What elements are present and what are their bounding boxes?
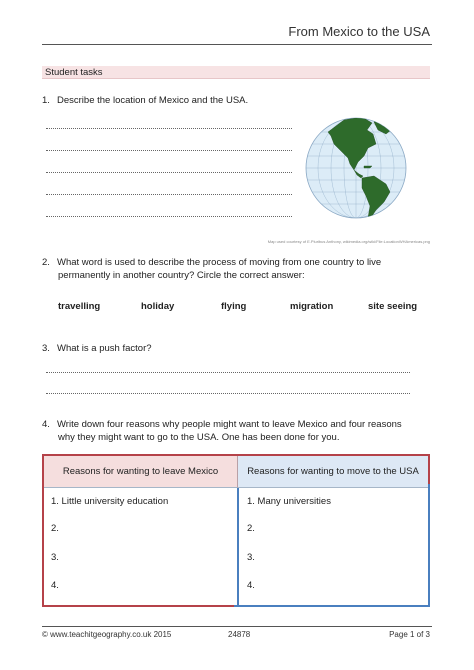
usa-column-border <box>234 484 430 607</box>
question-4-line1: Write down four reasons why people might want to leave Mexico and four reasons <box>57 419 402 430</box>
header-divider <box>42 44 432 45</box>
answer-line[interactable] <box>46 216 292 217</box>
question-1-text: Describe the location of Mexico and the USA. <box>57 95 249 106</box>
leave-reason-1[interactable]: 1. Little university education <box>51 496 169 507</box>
answer-line[interactable] <box>46 372 410 373</box>
answer-line[interactable] <box>46 172 292 173</box>
move-reason-3[interactable]: 3. <box>247 552 255 563</box>
answer-line[interactable] <box>46 128 292 129</box>
leave-mexico-header: Reasons for wanting to leave Mexico <box>44 456 238 488</box>
question-2-line2: permanently in another country? Circle the correct answer: <box>58 270 305 281</box>
question-1 <box>42 94 248 108</box>
document-title: From Mexico to the USA <box>288 24 430 39</box>
option-flying[interactable]: flying <box>221 301 247 312</box>
section-title: Student tasks <box>42 66 430 79</box>
answer-line[interactable] <box>46 150 292 151</box>
footer-copyright: © www.teachitgeography.co.uk 2015 <box>42 630 172 639</box>
question-2 <box>42 256 381 270</box>
option-travelling[interactable]: travelling <box>58 301 101 312</box>
question-3 <box>42 342 152 356</box>
footer-resource-id: 24878 <box>228 630 251 639</box>
question-4-line2: why they might want to go to the USA. One has been done for you. <box>58 432 340 443</box>
question-3-text: What is a push factor? <box>57 343 152 354</box>
leave-reason-4[interactable]: 4. <box>51 580 59 591</box>
move-reason-1[interactable]: 1. Many universities <box>247 496 331 507</box>
map-credit: Map used courtesy of E.Pluribus Anthony, wikimedia.org/wiki/File:LocationWHAmericas.png <box>267 239 430 244</box>
question-3-number: 3. <box>42 343 50 354</box>
question-1-number: 1. <box>42 95 50 106</box>
americas-globe-map <box>304 104 408 232</box>
question-2-line1: What word is used to describe the process of moving from one country to live <box>57 257 382 268</box>
move-reason-4[interactable]: 4. <box>247 580 255 591</box>
leave-reason-3[interactable]: 3. <box>51 552 59 563</box>
answer-line[interactable] <box>46 194 292 195</box>
move-reason-2[interactable]: 2. <box>247 523 255 534</box>
answer-line[interactable] <box>46 393 410 394</box>
option-migration[interactable]: migration <box>290 301 334 312</box>
question-4 <box>42 418 402 432</box>
option-site-seeing[interactable]: site seeing <box>368 301 418 312</box>
question-2-number: 2. <box>42 257 50 268</box>
option-holiday[interactable]: holiday <box>141 301 175 312</box>
footer-page-number: Page 1 of 3 <box>389 630 430 639</box>
leave-reason-2[interactable]: 2. <box>51 523 59 534</box>
move-usa-header: Reasons for wanting to move to the USA <box>238 456 428 488</box>
footer-divider <box>42 626 432 627</box>
question-4-number: 4. <box>42 419 50 430</box>
